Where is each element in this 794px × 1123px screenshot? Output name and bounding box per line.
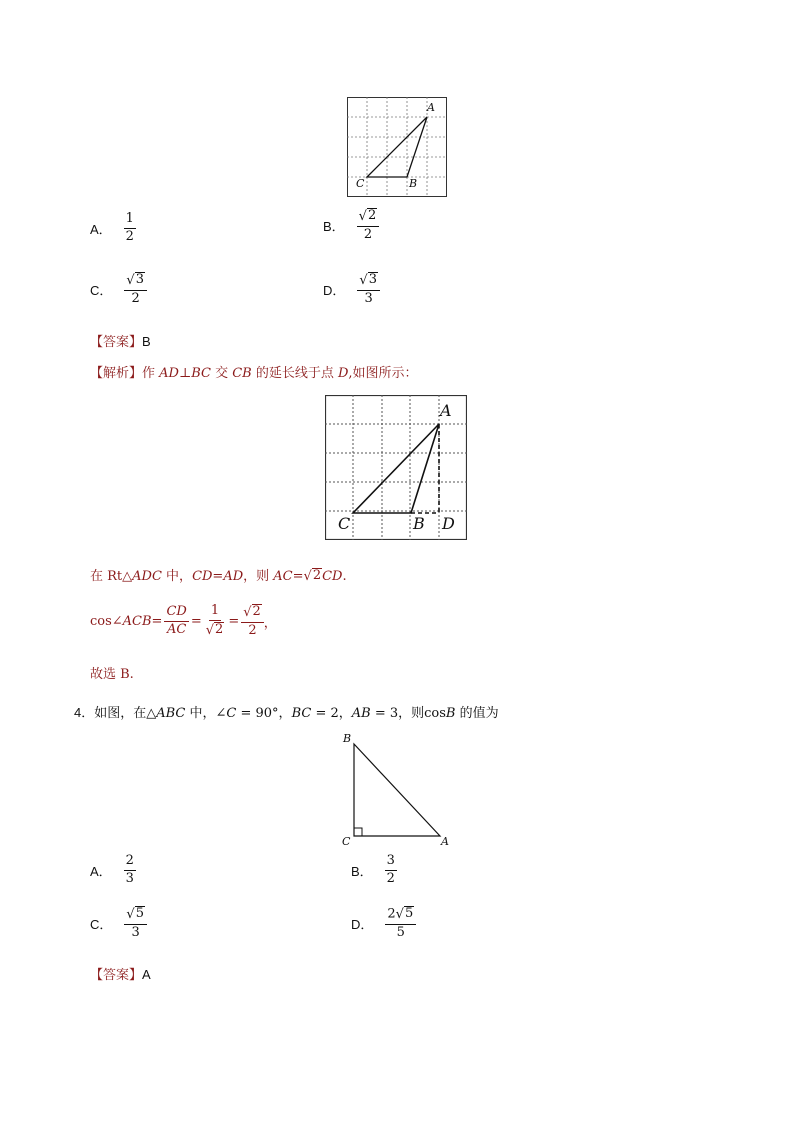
- numerator: [124, 272, 147, 291]
- math-adc: ADC: [132, 569, 162, 584]
- step-text: 在 Rt△: [90, 569, 133, 584]
- numerator: [357, 208, 380, 227]
- math-cd-eq-ad: CD=AD: [192, 569, 244, 584]
- numerator: 1: [124, 212, 136, 229]
- answer-tag: 【答案】: [90, 968, 143, 983]
- analysis-text: ,如图所示：: [348, 366, 418, 381]
- analysis-text: 作: [142, 366, 160, 381]
- q3-option-d[interactable]: [323, 272, 380, 307]
- math-ac: AC=: [273, 569, 304, 584]
- q3-option-a[interactable]: [90, 212, 136, 245]
- math-acb: ACB=: [122, 613, 163, 629]
- sqrt-symbol: √ 5: [126, 906, 144, 922]
- question-text: 如图，在△: [94, 706, 157, 721]
- option-label: D．: [351, 916, 374, 932]
- q3-analysis-line: [90, 362, 418, 381]
- math-d: D: [337, 366, 349, 381]
- fraction: [124, 906, 147, 941]
- fig3-label-a: A: [441, 835, 449, 848]
- fraction-cd-ac: [164, 605, 188, 638]
- numerator: [241, 604, 264, 623]
- q3-step1: [90, 565, 347, 584]
- math-c: C: [226, 706, 237, 721]
- fraction: [357, 272, 380, 307]
- denominator: 5: [396, 924, 405, 940]
- question-text: 的值为: [455, 706, 499, 721]
- math-bc: BC: [291, 706, 312, 721]
- fraction: [124, 212, 136, 245]
- fig2-label-d: D: [442, 514, 455, 533]
- numerator: 1: [209, 604, 221, 621]
- math-cb: CB: [232, 366, 252, 381]
- q4-question: [74, 702, 499, 721]
- answer-tag: 【答案】: [90, 335, 143, 350]
- q3-option-c[interactable]: [90, 272, 147, 307]
- fraction: [357, 208, 380, 243]
- denominator: [204, 621, 227, 639]
- option-label: C．: [90, 916, 113, 932]
- q4-option-a[interactable]: [90, 854, 136, 887]
- option-label: C．: [90, 282, 113, 298]
- numerator: 2: [124, 854, 136, 871]
- sqrt-symbol: √ 2: [205, 621, 224, 638]
- fraction: [124, 272, 147, 307]
- figure-right-triangle: [340, 732, 455, 850]
- analysis-text: 交: [210, 366, 233, 381]
- denominator: AC: [166, 621, 187, 637]
- numerator: [357, 272, 380, 291]
- q3-step2: [90, 604, 277, 639]
- denominator: 2: [131, 290, 140, 306]
- math-ab: AB: [351, 706, 371, 721]
- q4-option-b[interactable]: [351, 854, 397, 887]
- q3-answer-line: [90, 331, 151, 350]
- numerator: [385, 906, 416, 925]
- math-b: B: [445, 706, 456, 721]
- option-label: B．: [323, 218, 345, 234]
- step-text: .: [342, 569, 347, 584]
- step-text: 中，: [161, 569, 193, 584]
- fig1-label-a: A: [427, 101, 435, 114]
- fig2-label-a: A: [440, 401, 452, 420]
- sqrt-symbol: √ 3: [126, 272, 144, 288]
- step-text: ，则: [243, 569, 274, 584]
- numerator: 3: [385, 854, 397, 871]
- q4-answer-line: [90, 964, 151, 983]
- sqrt-symbol: √ 2: [358, 208, 377, 224]
- math-cd: CD: [322, 569, 343, 584]
- fraction: [385, 906, 416, 941]
- numerator: CD: [164, 605, 188, 622]
- fig3-label-b: B: [343, 732, 352, 745]
- denominator: 2: [386, 870, 395, 886]
- fraction: [124, 854, 136, 887]
- denominator: 3: [131, 924, 140, 940]
- math-ad-perp-bc: AD⊥BC: [159, 366, 211, 381]
- question-text: = 2，: [311, 706, 352, 721]
- sqrt-symbol: √ 2: [243, 604, 261, 620]
- equals: =: [228, 613, 240, 629]
- denominator: 3: [364, 290, 373, 306]
- fig2-label-c: C: [338, 514, 351, 533]
- q3-conclusion: 故选 B.: [90, 667, 134, 682]
- option-label: A．: [90, 863, 112, 879]
- fig2-label-b: B: [413, 514, 425, 533]
- answer-value: B: [142, 334, 151, 349]
- math-cos: cos∠: [90, 613, 123, 629]
- numerator: [124, 906, 147, 925]
- sqrt-symbol: √ 2: [303, 568, 322, 584]
- denominator: 2: [125, 228, 134, 244]
- fraction: [385, 854, 397, 887]
- figure-grid-triangle-1: [347, 97, 447, 197]
- right-triangle-svg: [340, 732, 455, 850]
- question-text: = 3，则cos: [370, 706, 446, 721]
- figure-grid-triangle-2: [325, 395, 467, 540]
- sqrt-symbol: √ 3: [359, 272, 377, 288]
- option-label: A．: [90, 221, 112, 237]
- denominator: 2: [248, 622, 257, 638]
- denominator: 3: [125, 870, 134, 886]
- sqrt-symbol: √ 5: [395, 906, 414, 922]
- option-label: D．: [323, 282, 346, 298]
- coefficient: 2: [387, 906, 396, 922]
- step-text: ，: [263, 615, 277, 631]
- question-text: 中，∠: [185, 706, 227, 721]
- question-text: = 90°，: [236, 706, 292, 721]
- analysis-text: 的延长线于点: [251, 366, 338, 381]
- q4-option-d[interactable]: [351, 906, 416, 941]
- question-number: 4．: [74, 705, 95, 720]
- fraction-1-sqrt2: [204, 604, 227, 639]
- fraction-sqrt2-2: [241, 604, 264, 639]
- denominator: 2: [363, 226, 373, 242]
- q4-option-c[interactable]: [90, 906, 147, 941]
- fig1-label-c: C: [356, 177, 365, 190]
- option-label: B．: [351, 863, 373, 879]
- q3-option-b[interactable]: [323, 208, 379, 243]
- answer-value: A: [142, 967, 151, 982]
- fig3-label-c: C: [342, 835, 351, 848]
- equals: =: [190, 613, 202, 629]
- math-abc: ABC: [156, 706, 186, 721]
- fig1-label-b: B: [409, 177, 418, 190]
- analysis-tag: 【解析】: [90, 366, 143, 381]
